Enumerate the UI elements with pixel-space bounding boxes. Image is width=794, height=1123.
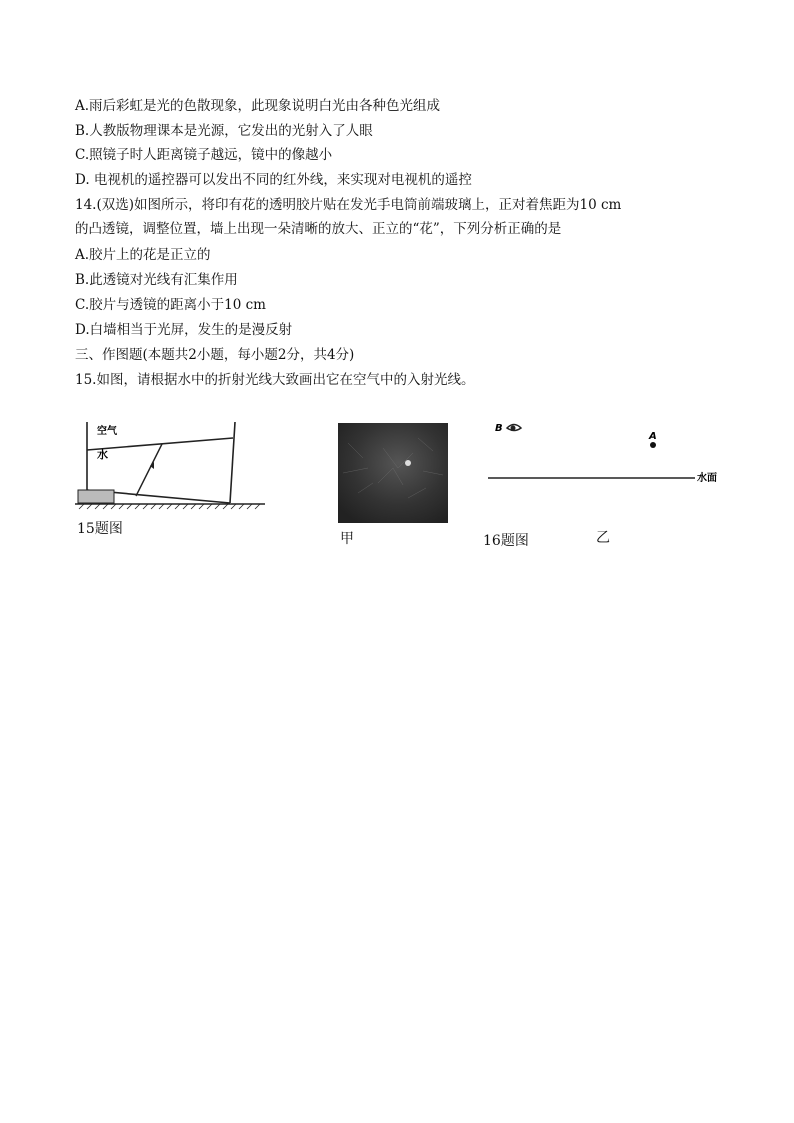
option-14b: B.此透镜对光线有汇集作用 [75,272,238,288]
water-surface-label: 水面 [697,473,717,484]
question-15: 15.如图，请根据水中的折射光线大致画出它在空气中的入射光线。 [75,372,475,388]
figure-16a-photo [338,423,448,523]
option-14a: A.胶片上的花是正立的 [75,247,211,263]
option-13b: B.人教版物理课本是光源，它发出的光射入了人眼 [75,123,373,139]
figure-15-caption: 15题图 [77,521,123,537]
option-14c: C.胶片与透镜的距离小于10 cm [75,297,266,313]
figure-15 [75,418,270,513]
figure-16b-caption: 乙 [596,530,610,546]
point-a [650,442,656,448]
label-b: B [495,423,503,434]
figure-16b [483,414,728,494]
question-14-line1: 14.(双选)如图所示，将印有花的透明胶片贴在发光手电筒前端玻璃上，正对着焦距为10 cm [75,197,622,213]
option-14d: D.白墙相当于光屏，发生的是漫反射 [75,322,293,338]
figure-16a-caption: 甲 [340,531,354,547]
water-label: 水 [97,448,108,461]
figure-16-caption: 16题图 [483,533,529,549]
refracted-ray [136,444,162,496]
option-13a: A.雨后彩虹是光的色散现象，此现象说明白光由各种色光组成 [75,98,441,114]
section-heading: 三、作图题(本题共2小题，每小题2分，共4分) [75,347,355,363]
label-a: A [649,431,657,442]
flower-icon [405,460,411,466]
option-13d: D. 电视机的遥控器可以发出不同的红外线，来实现对电视机的遥控 [75,172,472,188]
eye-icon [507,425,521,431]
option-13c: C.照镜子时人距离镜子越远，镜中的像越小 [75,147,333,163]
question-14-line2: 的凸透镜，调整位置，墙上出现一朵清晰的放大、正立的“花”，下列分析正确的是 [75,221,562,237]
air-label: 空气 [97,426,117,437]
